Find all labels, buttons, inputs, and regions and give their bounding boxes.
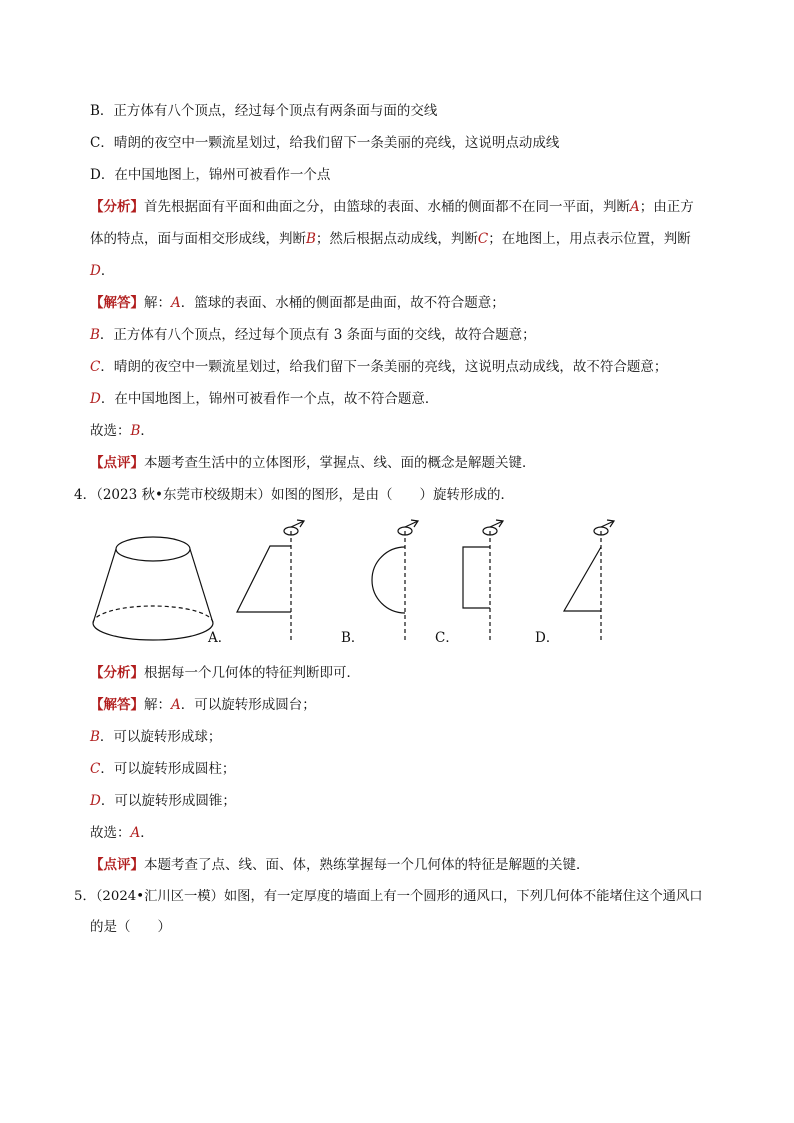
q3-analysis-line2: 体的特点，面与面相交形成线，判断B；然后根据点动成线，判断C；在地图上，用点表示位置，判断 [90, 231, 691, 247]
q3-option-d: D．在中国地图上，锦州可被看作一个点 [90, 167, 331, 183]
figure-label-d: D． [535, 630, 560, 646]
answer-tag: 【解答】 [90, 697, 144, 713]
frustum-figure [93, 537, 213, 640]
analysis-tag: 【分析】 [90, 665, 144, 681]
q4-answer-line3: C．可以旋转形成圆柱； [90, 761, 236, 777]
q4-figure [0, 515, 794, 650]
option-c-figure [463, 520, 503, 640]
q3-answer-line2: B．正方体有八个顶点，经过每个顶点有 3 条面与面的交线，故符合题意； [90, 327, 536, 343]
q4-choose: 故选：A． [90, 825, 154, 841]
option-a-figure [237, 520, 304, 640]
q4-analysis: 【分析】根据每一个几何体的特征判断即可． [90, 665, 360, 681]
option-d-figure [564, 520, 614, 640]
q5-stem-line1: 5．（2024•汇川区一模）如图，有一定厚度的墙面上有一个圆形的通风口，下列几何体不能堵住这个通风口 [74, 889, 703, 904]
q3-option-b: B．正方体有八个顶点，经过每个顶点有两条面与面的交线 [90, 103, 438, 119]
q3-analysis-line1: 【分析】首先根据面有平面和曲面之分，由篮球的表面、水桶的侧面都不在同一平面，判断A；由正方 [90, 199, 694, 215]
q5-stem-line2: 的是（ ） [90, 919, 171, 935]
q3-comment: 【点评】本题考查生活中的立体图形，掌握点、线、面的概念是解题关键． [90, 455, 536, 471]
comment-tag: 【点评】 [90, 455, 144, 471]
q3-answer-line4: D．在中国地图上，锦州可被看作一个点，故不符合题意． [90, 391, 439, 407]
q3-option-c: C．晴朗的夜空中一颗流星划过，给我们留下一条美丽的亮线，这说明点动成线 [90, 135, 560, 151]
q4-answer-line4: D．可以旋转形成圆锥； [90, 793, 236, 809]
q3-analysis-line3: D． [90, 263, 115, 279]
comment-tag: 【点评】 [90, 857, 144, 873]
figure-label-c: C． [435, 630, 459, 646]
q3-choose: 故选：B． [90, 423, 154, 439]
figure-label-b: B． [341, 630, 365, 646]
answer-tag: 【解答】 [90, 295, 144, 311]
q4-answer-line1: 【解答】解：A．可以旋转形成圆台； [90, 697, 316, 713]
q3-answer-line1: 【解答】解：A．篮球的表面、水桶的侧面都是曲面，故不符合题意； [90, 295, 505, 311]
q4-answer-line2: B．可以旋转形成球； [90, 729, 222, 745]
figure-label-a: A． [208, 630, 232, 646]
q3-answer-line3: C．晴朗的夜空中一颗流星划过，给我们留下一条美丽的亮线，这说明点动成线，故不符合题意； [90, 359, 668, 375]
analysis-tag: 【分析】 [90, 199, 144, 215]
q4-stem: 4．（2023 秋•东莞市校级期末）如图的图形，是由（ ）旋转形成的． [74, 487, 514, 503]
q4-comment: 【点评】本题考查了点、线、面、体，熟练掌握每一个几何体的特征是解题的关键． [90, 857, 590, 873]
option-b-figure [372, 520, 418, 640]
